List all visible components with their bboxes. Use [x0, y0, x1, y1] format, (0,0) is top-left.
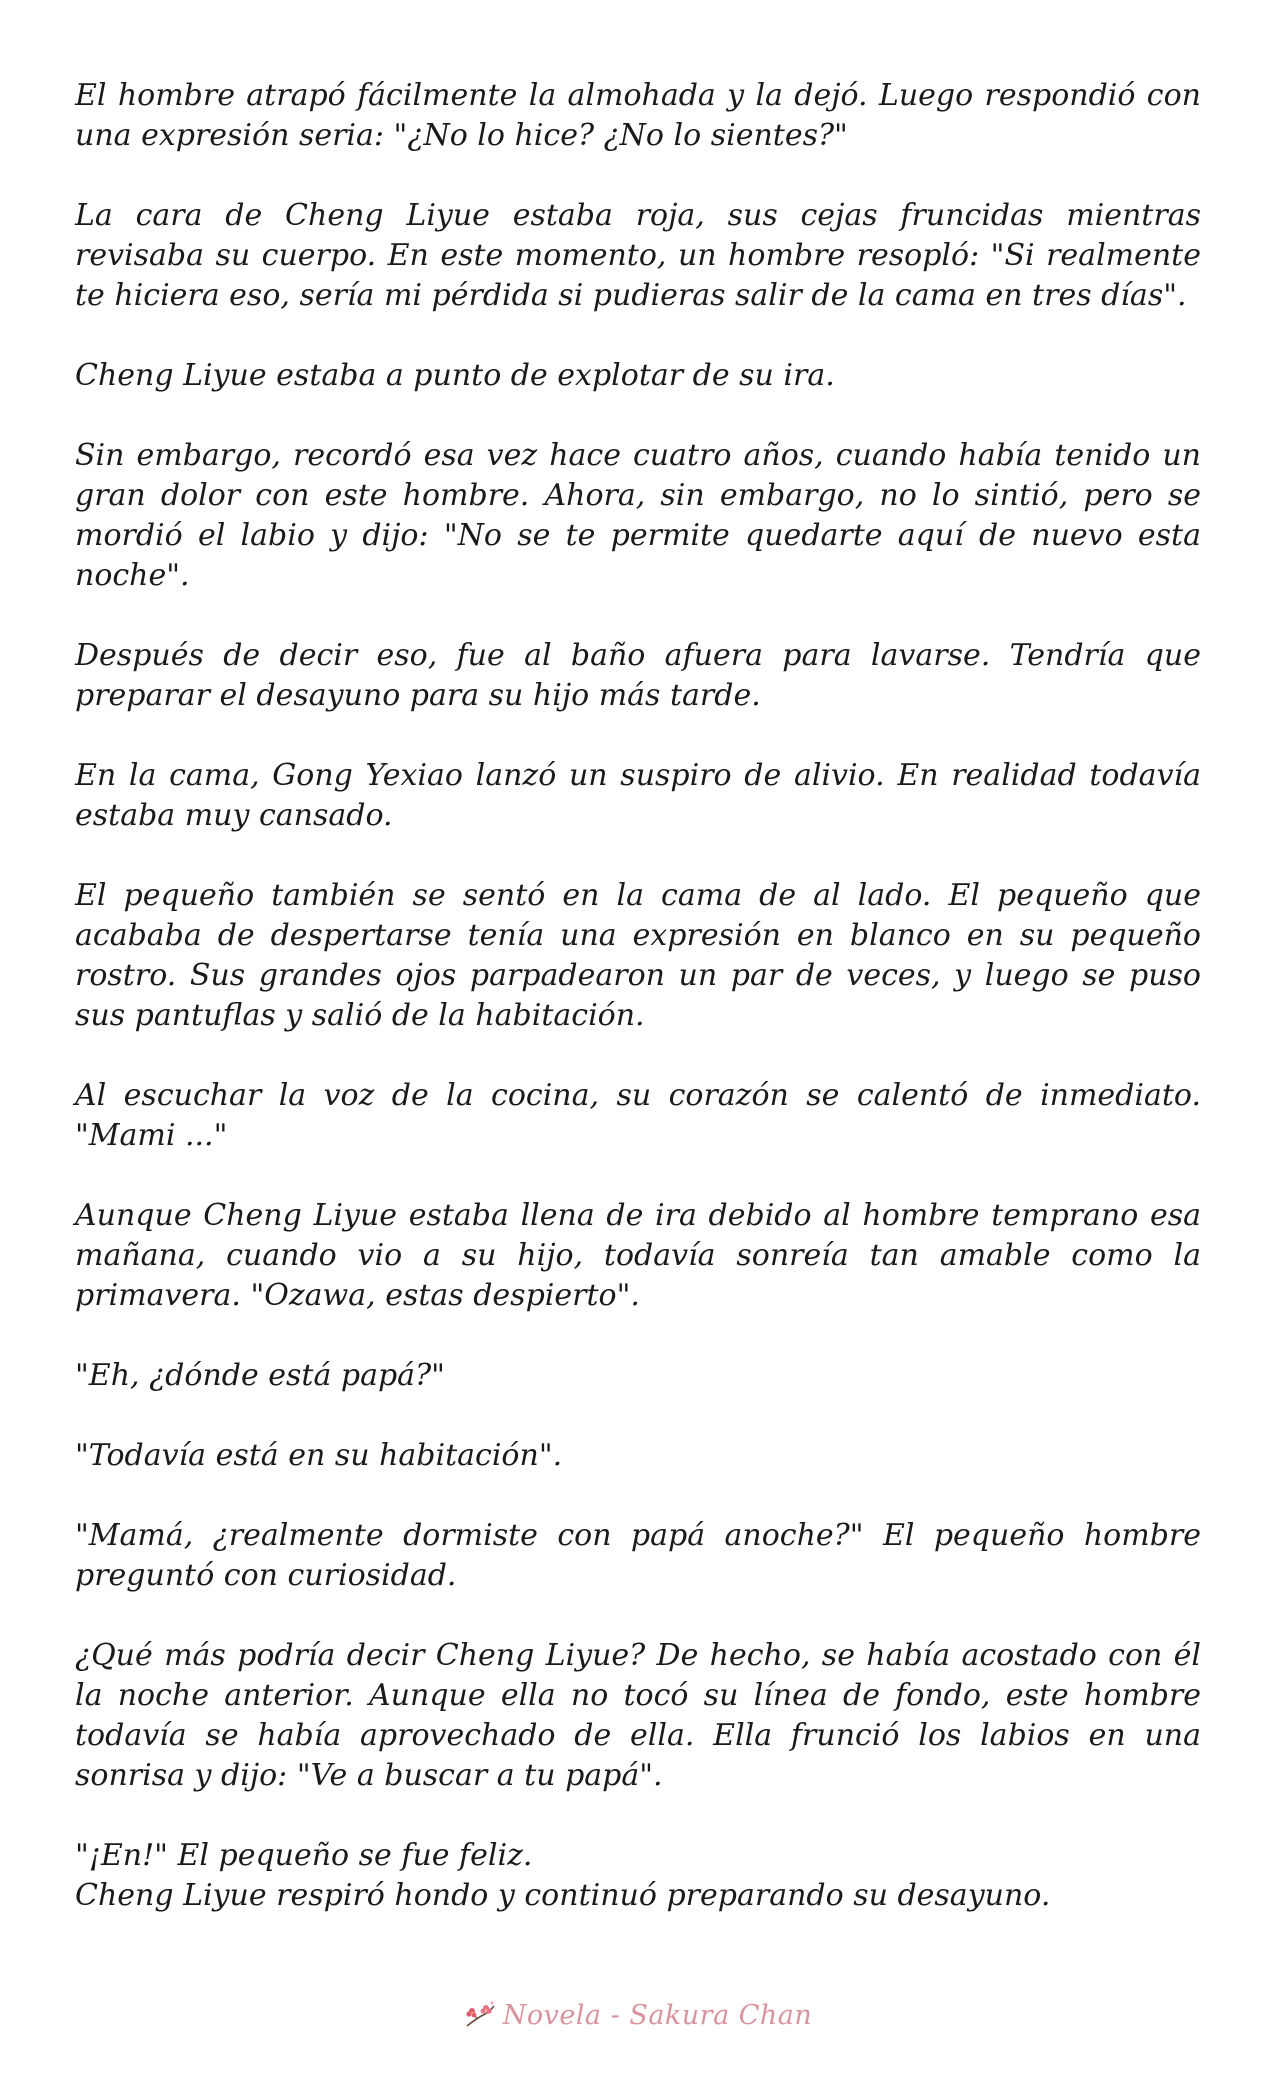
paragraph: Aunque Cheng Liyue estaba llena de ira debido al hombre temprano esa mañana, cuando vio a su hijo, todavía sonreía tan amable como la primavera. "Ozawa, estas despierto". — [75, 1198, 1201, 1313]
paragraph: ¿Qué más podría decir Cheng Liyue? De hecho, se había acostado con él la noche anterior. Aunque ella no tocó su línea de fondo, este hombre todavía se había aprovechado de ella. Ella frunció los labios en una sonrisa y dijo: "Ve a buscar a tu papá". — [75, 1638, 1201, 1793]
brand-logo — [463, 1998, 813, 2032]
paragraph: En la cama, Gong Yexiao lanzó un suspiro de alivio. En realidad todavía estaba muy cansado. — [75, 758, 1201, 833]
paragraph: "Eh, ¿dónde está papá?" — [75, 1358, 445, 1393]
paragraph: "Mamá, ¿realmente dormiste con papá anoche?" El pequeño hombre preguntó con curiosidad. — [75, 1518, 1201, 1593]
paragraph: "Todavía está en su habitación". — [75, 1438, 563, 1473]
footer-watermark — [0, 1995, 1275, 2035]
paragraph: La cara de Cheng Liyue estaba roja, sus cejas fruncidas mientras revisaba su cuerpo. En este momento, un hombre resopló: "Si realmente te hiciera eso, sería mi pérdida si pudieras salir de la cama en tres días". — [75, 198, 1201, 313]
paragraph: Sin embargo, recordó esa vez hace cuatro años, cuando había tenido un gran dolor con este hombre. Ahora, sin embargo, no lo sintió, pero se mordió el labio y dijo: "No se te permite quedarte aquí de nuevo esta noche". — [75, 438, 1201, 593]
paragraph: Cheng Liyue estaba a punto de explotar de su ira. — [75, 358, 835, 393]
paragraph: Cheng Liyue respiró hondo y continuó preparando su desayuno. — [75, 1878, 1051, 1913]
paragraph: "¡En!" El pequeño se fue feliz. — [75, 1838, 533, 1873]
paragraph: El hombre atrapó fácilmente la almohada y la dejó. Luego respondió con una expresión seria: "¿No lo hice? ¿No lo sientes?" — [75, 78, 1201, 153]
paragraph: El pequeño también se sentó en la cama de al lado. El pequeño que acababa de despertarse tenía una expresión en blanco en su pequeño rostro. Sus grandes ojos parpadearon un par de veces, y luego se puso sus pantuflas y salió de la habitación. — [75, 878, 1201, 1033]
brand-text: Novela - Sakura Chan — [502, 1999, 813, 2031]
paragraph: Al escuchar la voz de la cocina, su corazón se calentó de inmediato. "Mami ..." — [75, 1078, 1201, 1153]
cherry-blossom-icon — [463, 1998, 497, 2032]
chapter-body — [75, 76, 1201, 1916]
paragraph: Después de decir eso, fue al baño afuera para lavarse. Tendría que preparar el desayuno para su hijo más tarde. — [75, 638, 1201, 713]
